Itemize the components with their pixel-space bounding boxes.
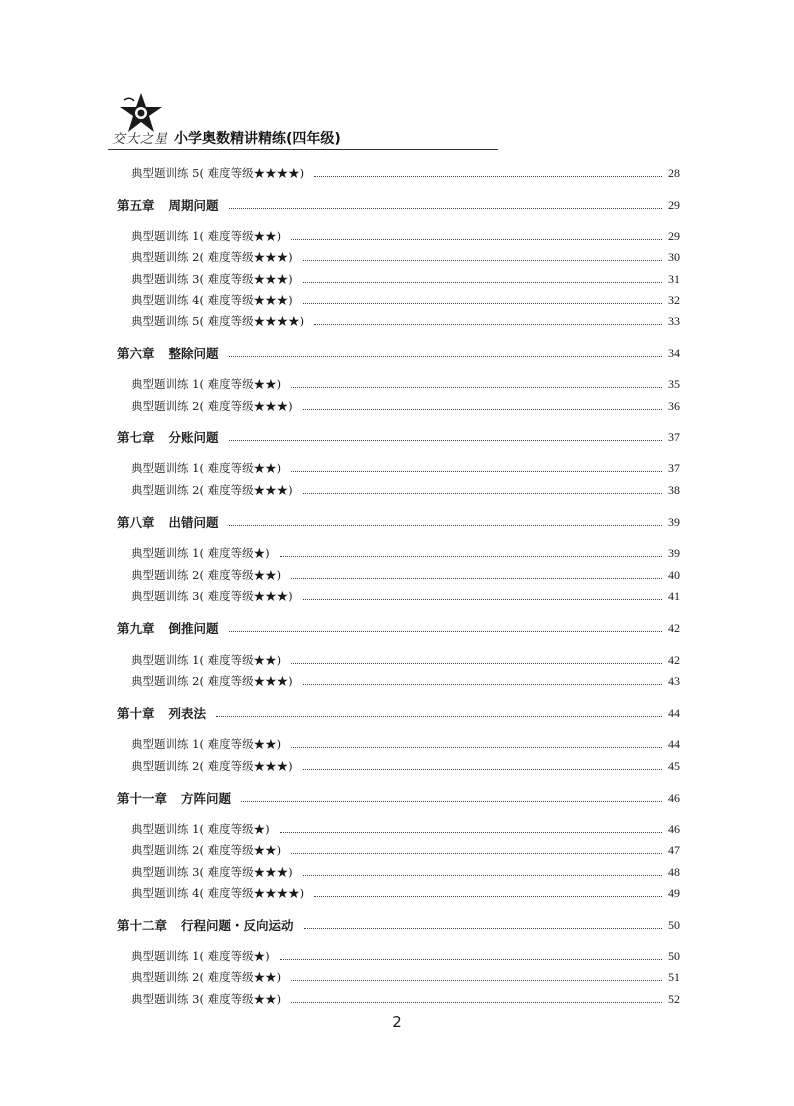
exercise-label: 典型题训练 2( 难度等级★★★): [131, 759, 293, 773]
toc-chapter-entry[interactable]: [117, 704, 680, 722]
exercise-label: 典型题训练 2( 难度等级★★★): [131, 674, 293, 688]
chapter-number: 第九章: [117, 621, 155, 636]
page-ref: 50: [668, 948, 680, 963]
dot-leader: [280, 832, 662, 833]
chapter-number: 第十一章: [117, 791, 168, 806]
dot-leader: [291, 853, 662, 854]
chapter-title: 整除问题: [168, 346, 219, 361]
page-ref: 35: [668, 376, 680, 391]
toc-exercise-entry[interactable]: [131, 884, 680, 902]
chapter-title: 列表法: [168, 706, 207, 721]
chapter-title: 分账问题: [168, 430, 219, 445]
toc-exercise-entry[interactable]: [131, 375, 680, 393]
dot-leader: [303, 303, 662, 304]
page-ref: 28: [668, 165, 680, 180]
page-ref: 39: [668, 514, 680, 529]
toc-exercise-entry[interactable]: [131, 820, 680, 838]
toc-exercise-entry[interactable]: [131, 291, 680, 309]
page-ref: 47: [668, 842, 680, 857]
toc-chapter-entry[interactable]: [117, 916, 680, 934]
dot-leader: [280, 959, 662, 960]
exercise-label: 典型题训练 4( 难度等级★★★★): [131, 886, 305, 900]
chapter-number: 第六章: [117, 346, 155, 361]
dot-leader: [303, 409, 662, 410]
exercise-label: 典型题训练 1( 难度等级★★): [131, 653, 282, 667]
logo-text: 交大之星: [112, 132, 169, 147]
dot-leader: [291, 747, 662, 748]
chapter-number: 第八章: [117, 515, 155, 530]
exercise-label: 典型题训练 3( 难度等级★★★): [131, 272, 293, 286]
page-ref: 32: [668, 292, 680, 307]
toc-exercise-entry[interactable]: [131, 312, 680, 330]
toc-exercise-entry[interactable]: [131, 587, 680, 605]
toc-chapter-entry[interactable]: [117, 344, 680, 362]
exercise-label: 典型题训练 3( 难度等级★★★): [131, 865, 293, 879]
page-ref: 40: [668, 567, 680, 582]
dot-leader: [291, 387, 662, 388]
exercise-label: 典型题训练 1( 难度等级★★): [131, 461, 282, 475]
page-ref: 30: [668, 249, 680, 264]
toc-exercise-entry[interactable]: [131, 863, 680, 881]
toc-exercise-entry[interactable]: [131, 481, 680, 499]
toc-exercise-entry[interactable]: [131, 566, 680, 584]
dot-leader: [291, 663, 662, 664]
toc-chapter-entry[interactable]: [117, 513, 680, 531]
page-ref: 46: [668, 790, 680, 805]
toc-chapter-entry[interactable]: [117, 789, 680, 807]
page-ref: 36: [668, 398, 680, 413]
page-ref: 46: [668, 821, 680, 836]
page-ref: 44: [668, 736, 680, 751]
toc-exercise-entry[interactable]: [131, 757, 680, 775]
chapter-number: 第十章: [117, 706, 155, 721]
page-ref: 49: [668, 885, 680, 900]
toc-chapter-entry[interactable]: [117, 428, 680, 446]
page-number: 2: [392, 1013, 402, 1031]
exercise-label: 典型题训练 2( 难度等级★★★): [131, 483, 293, 497]
toc-chapter-entry[interactable]: [117, 196, 680, 214]
exercise-label: 典型题训练 3( 难度等级★★): [131, 992, 282, 1006]
exercise-label: 典型题训练 1( 难度等级★): [131, 546, 270, 560]
chapter-number: 第五章: [117, 198, 155, 213]
dot-leader: [303, 493, 662, 494]
toc-exercise-entry[interactable]: [131, 227, 680, 245]
dot-leader: [314, 324, 662, 325]
page-ref: 43: [668, 673, 680, 688]
exercise-label: 典型题训练 1( 难度等级★★): [131, 377, 282, 391]
toc-exercise-entry[interactable]: [131, 841, 680, 859]
exercise-label: 典型题训练 2( 难度等级★★): [131, 970, 282, 984]
page-ref: 38: [668, 482, 680, 497]
page-ref: 52: [668, 991, 680, 1006]
page-ref: 29: [668, 197, 680, 212]
chapter-number: 第十二章: [117, 918, 168, 933]
exercise-label: 典型题训练 4( 难度等级★★★): [131, 293, 293, 307]
toc-exercise-entry[interactable]: [131, 459, 680, 477]
toc-exercise-entry[interactable]: [131, 672, 680, 690]
dot-leader: [314, 896, 662, 897]
page-ref: 41: [668, 588, 680, 603]
dot-leader: [303, 282, 662, 283]
chapter-title: 行程问题・反向运动: [181, 918, 294, 933]
page-ref: 48: [668, 864, 680, 879]
exercise-label: 典型题训练 2( 难度等级★★): [131, 568, 282, 582]
dot-leader: [291, 1002, 662, 1003]
exercise-label: 典型题训练 5( 难度等级★★★★): [131, 166, 305, 180]
dot-leader: [280, 556, 662, 557]
exercise-label: 典型题训练 2( 难度等级★★): [131, 843, 282, 857]
chapter-number: 第七章: [117, 430, 155, 445]
page-ref: 51: [668, 969, 680, 984]
page-ref: 37: [668, 429, 680, 444]
dot-leader: [303, 875, 662, 876]
page-ref: 45: [668, 758, 680, 773]
toc-exercise-entry[interactable]: [131, 544, 680, 562]
page-ref: 42: [668, 652, 680, 667]
exercise-label: 典型题训练 1( 难度等级★): [131, 822, 270, 836]
exercise-label: 典型题训练 3( 难度等级★★★): [131, 589, 293, 603]
exercise-label: 典型题训练 1( 难度等级★★): [131, 229, 282, 243]
dot-leader: [291, 471, 662, 472]
page-ref: 31: [668, 271, 680, 286]
dot-leader: [303, 260, 662, 261]
chapter-title: 周期问题: [168, 198, 219, 213]
dot-leader: [229, 631, 662, 632]
dot-leader: [216, 716, 662, 717]
toc-exercise-entry[interactable]: [131, 270, 680, 288]
toc-exercise-entry[interactable]: [131, 164, 680, 182]
exercise-label: 典型题训练 2( 难度等级★★★): [131, 250, 293, 264]
chapter-title: 方阵问题: [181, 791, 232, 806]
chapter-title: 出错问题: [168, 515, 219, 530]
page-ref: 33: [668, 313, 680, 328]
page-ref: 34: [668, 345, 680, 360]
dot-leader: [241, 801, 662, 802]
dot-leader: [229, 440, 662, 441]
dot-leader: [229, 208, 662, 209]
toc-exercise-entry[interactable]: [131, 968, 680, 986]
exercise-label: 典型题训练 1( 难度等级★): [131, 949, 270, 963]
dot-leader: [303, 769, 662, 770]
dot-leader: [303, 684, 662, 685]
chapter-title: 倒推问题: [168, 621, 219, 636]
exercise-label: 典型题训练 2( 难度等级★★★): [131, 399, 293, 413]
dot-leader: [303, 599, 662, 600]
dot-leader: [291, 980, 662, 981]
dot-leader: [304, 928, 662, 929]
toc-exercise-entry[interactable]: [131, 397, 680, 415]
page-ref: 39: [668, 545, 680, 560]
toc-exercise-entry[interactable]: [131, 651, 680, 669]
exercise-label: 典型题训练 5( 难度等级★★★★): [131, 314, 305, 328]
page-ref: 44: [668, 705, 680, 720]
dot-leader: [291, 578, 662, 579]
dot-leader: [229, 356, 662, 357]
toc-exercise-entry[interactable]: [131, 990, 680, 1008]
book-title: 小学奥数精讲精练(四年级): [174, 131, 341, 147]
page-ref: 50: [668, 917, 680, 932]
toc-exercise-entry[interactable]: [131, 947, 680, 965]
exercise-label: 典型题训练 1( 难度等级★★): [131, 737, 282, 751]
page-ref: 37: [668, 460, 680, 475]
dot-leader: [314, 176, 662, 177]
toc-chapter-entry[interactable]: [117, 619, 680, 637]
page-ref: 29: [668, 228, 680, 243]
dot-leader: [291, 239, 662, 240]
page-ref: 42: [668, 620, 680, 635]
toc-exercise-entry[interactable]: [131, 735, 680, 753]
dot-leader: [229, 525, 662, 526]
toc-exercise-entry[interactable]: [131, 248, 680, 266]
